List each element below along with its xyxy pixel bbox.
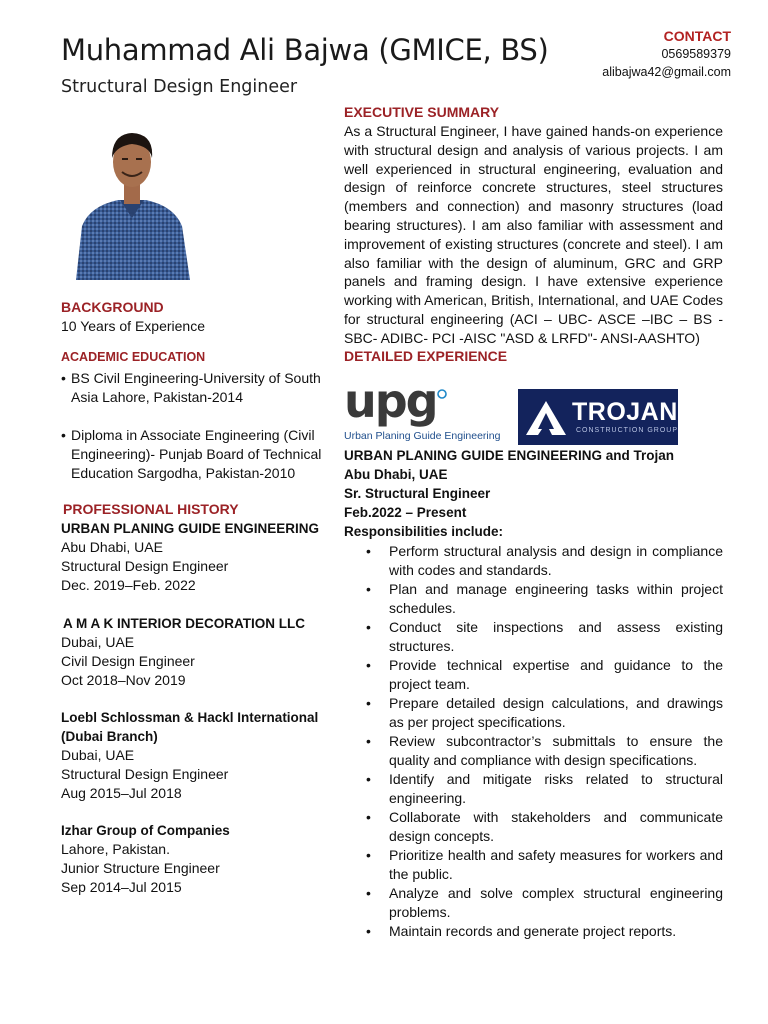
list-item: • Collaborate with stakeholders and communicate design concepts. [366, 809, 723, 844]
job-role: Civil Design Engineer [61, 653, 195, 669]
upg-logo-mark: upg [344, 374, 437, 428]
bullet-icon: • [366, 771, 371, 787]
job-dates: Oct 2018–Nov 2019 [61, 672, 186, 688]
contact-email: alibajwa42@gmail.com [602, 65, 731, 79]
bullet-icon: • [366, 847, 371, 863]
bullet-icon: • [61, 427, 66, 443]
list-item: • Conduct site inspections and assess existing structures. [366, 619, 723, 654]
job-dates: Dec. 2019–Feb. 2022 [61, 577, 196, 593]
experience-heading: DETAILED EXPERIENCE [344, 348, 508, 364]
list-item: • Perform structural analysis and design in compliance with codes and standards. [366, 543, 723, 578]
education-text: BS Civil Engineering-University of South Asia Lahore, Pakistan-2014 [71, 370, 321, 405]
upg-logo-caption: Urban Planing Guide Engineering [344, 430, 501, 442]
bullet-icon: • [61, 370, 66, 386]
list-item: • Review subcontractor’s submittals to ensure the quality and compliance with design specifications. [366, 733, 723, 768]
bullet-icon: • [366, 733, 371, 749]
education-item [61, 426, 331, 483]
trojan-logo [518, 389, 678, 445]
list-item: • Provide technical expertise and guidance to the project team. [366, 657, 723, 692]
bullet-icon: • [366, 809, 371, 825]
exp-entry [344, 446, 723, 541]
candidate-name: Muhammad Ali Bajwa (GMICE, BS) [61, 33, 549, 67]
job-role: Structural Design Engineer [61, 766, 229, 782]
job-dates: Aug 2015–Jul 2018 [61, 785, 182, 801]
education-item [61, 369, 331, 407]
responsibilities-list [344, 542, 723, 942]
job-role: Junior Structure Engineer [61, 860, 220, 876]
bullet-icon: • [366, 581, 371, 597]
bullet-icon: • [366, 923, 371, 939]
contact-heading: CONTACT [663, 28, 731, 44]
trojan-logo-name: TROJAN [572, 398, 678, 426]
job-entry [61, 821, 331, 897]
exp-dates: Feb.2022 – Present [344, 505, 467, 520]
trojan-logo-sub: CONSTRUCTION GROUP [576, 427, 678, 434]
job-location: Abu Dhabi, UAE [61, 539, 163, 555]
job-company: URBAN PLANING GUIDE ENGINEERING [61, 521, 320, 536]
history-heading: PROFESSIONAL HISTORY [63, 501, 239, 517]
education-text: Diploma in Associate Engineering (Civil Engineering)- Punjab Board of Technical Education Sargodha, Pakistan-2010 [71, 427, 322, 481]
job-location: Dubai, UAE [61, 634, 135, 650]
bullet-icon: • [366, 543, 371, 559]
list-item: • Maintain records and generate project reports. [366, 923, 677, 939]
job-entry [63, 614, 333, 690]
job-location: Dubai, UAE [61, 747, 135, 763]
job-location: Lahore, Pakistan. [61, 841, 170, 857]
list-item: • Identify and mitigate risks related to structural engineering. [366, 771, 723, 806]
job-title: Structural Design Engineer [61, 77, 298, 97]
list-item: • Prioritize health and safety measures for workers and the public. [366, 847, 723, 882]
bullet-icon: • [366, 657, 371, 673]
summary-text: As a Structural Engineer, I have gained hands-on experience with structural design and analysis of various projects. I am well experienced in structural engineering, evaluation and design of reinforce concrete structures, steel structures (members and connection) and masonry structures (load bearing structures). I am also familiar with assessment and improvement of existing structures (concrete and steel). I am also familiar with the design of aluminum, GRC and GRP panels and framing design. I have extensive experience working with American, British, International, and UAE Codes for structural engineering (ACI – UBC- ASCE –IBC – BS -SBC- ADIBC- PCI -AISC "ASD & LRFD"- ANSI-AASHTO) [344, 123, 723, 346]
job-entry [61, 708, 331, 803]
bullet-icon: • [366, 619, 371, 635]
exp-location: Abu Dhabi, UAE [344, 467, 448, 482]
bullet-icon: • [366, 885, 371, 901]
summary-heading: EXECUTIVE SUMMARY [344, 104, 500, 120]
list-item: • Plan and manage engineering tasks within project schedules. [366, 581, 723, 616]
contact-block [602, 27, 731, 81]
job-dates: Sep 2014–Jul 2015 [61, 879, 182, 895]
background-heading: BACKGROUND [61, 299, 164, 315]
background-text: 10 Years of Experience [61, 318, 205, 334]
trojan-logo-icon [524, 399, 568, 437]
job-company: A M A K INTERIOR DECORATION LLC [63, 616, 305, 631]
exp-resp-heading: Responsibilities include: [344, 524, 504, 539]
list-item: • Prepare detailed design calculations, and drawings as per project specifications. [366, 695, 723, 730]
bullet-icon: • [366, 695, 371, 711]
exp-role: Sr. Structural Engineer [344, 486, 491, 501]
job-entry [61, 519, 331, 595]
exp-company: URBAN PLANING GUIDE ENGINEERING and Trojan [344, 448, 675, 463]
profile-photo [62, 122, 202, 280]
list-item: • Analyze and solve complex structural engineering problems. [366, 885, 723, 920]
job-company: Izhar Group of Companies [61, 823, 230, 838]
education-heading: ACADEMIC EDUCATION [61, 350, 206, 364]
contact-phone: 0569589379 [661, 47, 731, 61]
upg-logo [344, 374, 516, 446]
job-company: Loebl Schlossman & Hackl International (Dubai Branch) [61, 710, 319, 744]
job-role: Structural Design Engineer [61, 558, 229, 574]
upg-logo-dot-icon [436, 388, 448, 400]
